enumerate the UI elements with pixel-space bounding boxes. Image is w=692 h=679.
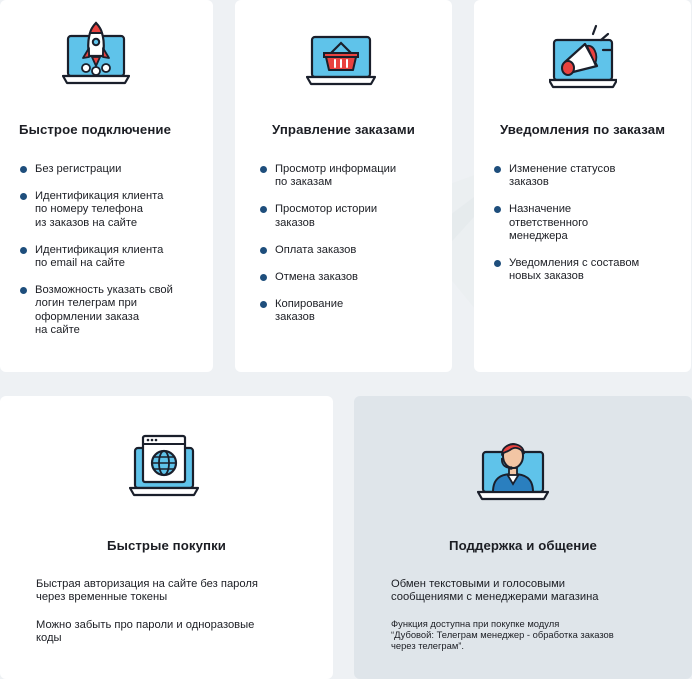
- basket-laptop-icon: [306, 33, 376, 91]
- support-agent-laptop-icon: [477, 432, 549, 504]
- feature-card-fast-purchase: [0, 396, 333, 679]
- list-item: Изменение статусов заказов: [494, 163, 684, 189]
- description-text: Быстрая авторизация на сайте без пароля через временные токены: [36, 578, 258, 603]
- feature-card-quick-connect: [0, 0, 213, 372]
- card-title: Быстрые покупки: [107, 538, 226, 553]
- card-title: Уведомления по заказам: [499, 122, 666, 137]
- list-item: Просмотр информации по заказам: [260, 163, 450, 189]
- list-item: Копирование заказов: [260, 298, 450, 324]
- description-text: Обмен текстовыми и голосовыми сообщениями с менеджерами магазина: [391, 578, 599, 603]
- list-item: Уведомления с составом новых заказов: [494, 257, 684, 283]
- availability-note: Функция доступна при покупке модуля “Дубовой: Телеграм менеджер - обработка заказов через телеграм”.: [391, 618, 614, 651]
- card-title: Быстрое подключение: [19, 122, 172, 137]
- feature-list: [494, 163, 684, 297]
- list-item: Оплата заказов: [260, 244, 450, 257]
- list-item: Идентификация клиента по email на сайте: [20, 244, 210, 270]
- card-title: Поддержка и общение: [448, 538, 597, 553]
- description-text: Можно забыть про пароли и одноразовые коды: [36, 619, 255, 644]
- list-item: Возможность указать свой логин телеграм при оформлении заказа на сайте: [20, 284, 210, 337]
- feature-card-order-notifications: [474, 0, 691, 372]
- feature-card-order-management: [235, 0, 452, 372]
- globe-browser-laptop-icon: [129, 432, 199, 502]
- feature-list: [20, 163, 210, 351]
- feature-list: [260, 163, 450, 339]
- list-item: Идентификация клиента по номеру телефона из заказов на сайте: [20, 190, 210, 230]
- feature-card-support: [354, 396, 692, 679]
- megaphone-laptop-icon: [549, 20, 617, 90]
- list-item: Назначение ответственного менеджера: [494, 203, 684, 243]
- list-item: Просмотор истории заказов: [260, 203, 450, 229]
- list-item: Без регистрации: [20, 163, 210, 176]
- card-title: Управление заказами: [272, 122, 415, 137]
- rocket-laptop-icon: [62, 20, 130, 88]
- list-item: Отмена заказов: [260, 271, 450, 284]
